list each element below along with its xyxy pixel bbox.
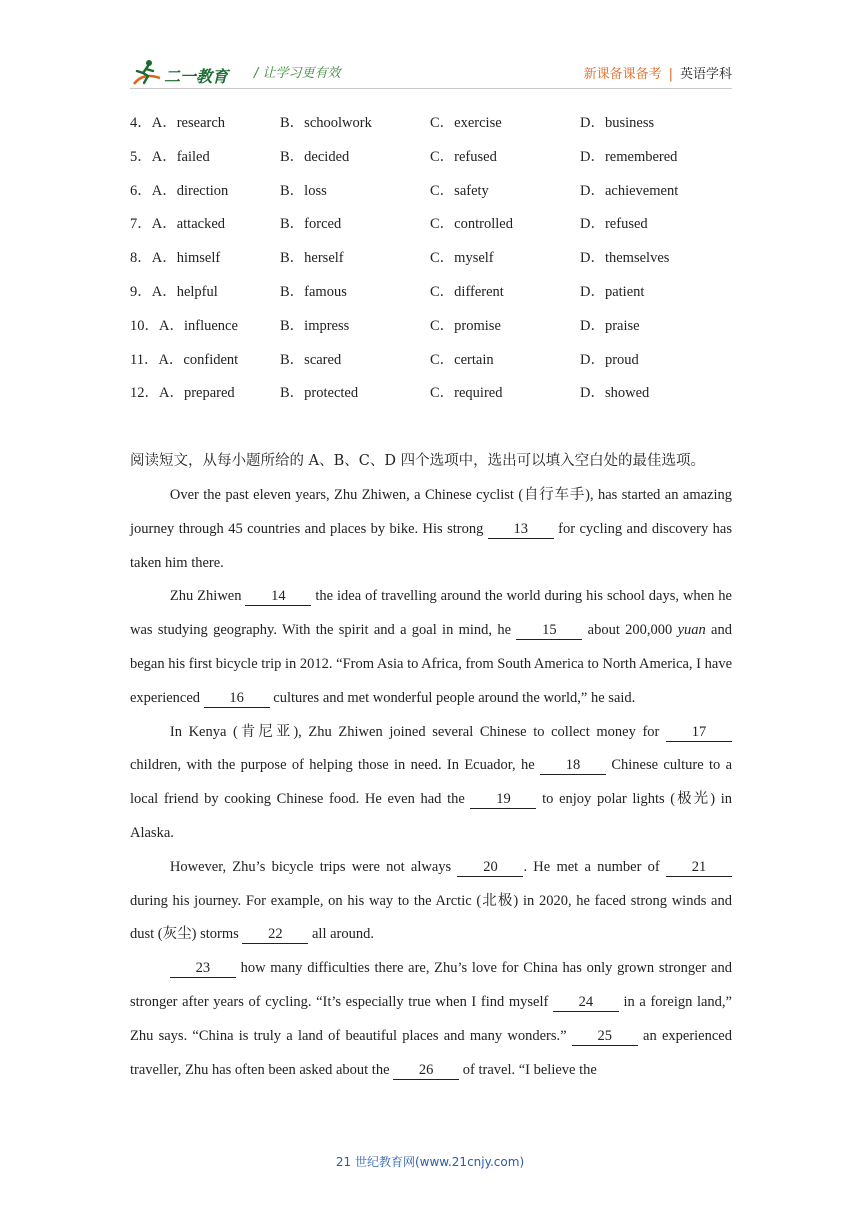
blank-16: 16 [204,689,270,708]
passage-text: . He met a number of [523,858,666,875]
option-a: 4．A．research [130,115,226,131]
option-c: C．promise [430,317,501,334]
blank-21: 21 [666,858,732,877]
option-c: C．different [430,284,504,300]
blank-17: 17 [666,723,732,742]
passage-text: during his journey. For example, on his way to the Arctic (北极) in 2020, he faced strong winds and dust (灰尘) storms [130,892,732,943]
paragraph-2 [130,580,732,715]
option-a: 9．A．helpful [130,284,218,300]
blank-23: 23 [170,959,236,978]
option-d: D．business [580,115,655,131]
option-c: C．controlled [430,216,513,233]
blank-18: 18 [540,756,606,775]
passage-text: cultures and met wonderful people around the world,” he said. [269,689,636,706]
option-d: D．achievement [580,182,679,199]
option-b: B．famous [280,284,347,300]
passage-text: Over the past eleven years, Zhu Zhiwen, a Chinese cyclist (自行车手), has started an amazing journey through 45 countries and places by bike. His strong [130,487,732,537]
passage-text: children, with the purpose of helping those in need. In Ecuador, he [130,757,541,774]
option-b: B．herself [280,250,344,267]
blank-25: 25 [572,1027,638,1046]
passage-text: to enjoy polar lights (极光) in Alaska. [130,791,732,841]
passage-italic-word: yuan [677,622,706,639]
blank-19: 19 [470,790,536,809]
passage-text: and began his first bicycle trip in 2012. “From Asia to Africa, from South America to North America, I have experienced [130,622,733,706]
blank-24: 24 [553,993,619,1012]
runner-logo-icon [130,58,164,88]
passage-text: for cycling and discovery has taken him there. [130,520,732,571]
option-a: 8．A．himself [130,250,221,267]
option-b: B．schoolwork [280,115,372,131]
slogan: / 让学习更有效 [254,66,341,81]
passage-text: the idea of travelling around the world during his school days, when he was studying geography. With the spirit and a goal in mind, he [130,588,732,639]
blank-15: 15 [516,621,582,640]
passage-text: in a foreign land,” Zhu says. “China is truly a land of beautiful places and many wonders.” [130,993,732,1044]
header-right [584,63,732,82]
option-a: 12．A．prepared [130,385,235,402]
blank-14: 14 [245,587,311,606]
logo [130,58,250,90]
option-c: C．required [430,385,503,402]
header-separator: | [668,67,673,82]
option-b: B．decided [280,148,350,165]
option-c: C．safety [430,182,489,199]
passage-text: Chinese culture to a local friend by cooking Chinese food. He even had the [130,757,733,808]
option-d: D．refused [580,216,648,233]
passage-text: However, Zhu’s bicycle trips were not always [169,858,458,875]
paragraph-1 [130,479,732,580]
page-footer: 21 世纪教育网(www.21cnjy.com) [335,1155,525,1169]
page-header [130,52,732,92]
option-a: 5．A．failed [130,148,210,165]
section-instruction: 阅读短文，从每小题所给的 A、B、C、D 四个选项中，选出可以填入空白处的最佳选项。 [130,453,706,469]
option-c: C．myself [430,250,494,267]
paragraph-3 [130,716,732,851]
option-d: D．proud [580,351,639,368]
passage-text: an experienced traveller, Zhu has often been asked about the [130,1027,732,1078]
option-a: 7．A．attacked [130,216,226,233]
passage-text: how many difficulties there are, Zhu’s love for China has only grown stronger and stronger after years of cycling. “It’s especially true when I find myself [130,960,732,1010]
course-label: 新课备课备考 [583,67,662,82]
blank-20: 20 [457,858,523,877]
option-b: B．scared [280,351,342,368]
blank-13: 13 [488,520,554,539]
passage-text: all around. [308,926,375,943]
option-b: B．protected [280,385,359,402]
option-a: 6．A．direction [130,182,229,199]
option-d: D．showed [580,385,650,402]
paragraph-5 [130,952,732,1087]
blank-26: 26 [393,1061,459,1080]
reading-passage [130,479,732,1087]
option-d: D．remembered [580,148,678,165]
option-c: C．refused [430,148,497,165]
option-a: 11．A．confident [130,351,239,368]
option-b: B．impress [280,317,350,334]
option-d: D．themselves [580,250,670,267]
passage-text: of travel. “I believe the [459,1061,597,1078]
option-a: 10．A．influence [130,317,238,334]
header-divider [130,88,732,89]
passage-text: In Kenya (肯尼亚), Zhu Zhiwen joined several Chinese to collect money for [169,723,666,740]
option-b: B．forced [280,216,342,233]
option-b: B．loss [280,182,327,199]
option-d: D．praise [580,317,640,334]
subject-label: 英语学科 [679,67,732,82]
option-c: C．certain [430,351,494,368]
paragraph-4 [130,851,732,952]
passage-text: about 200,000 [582,622,678,639]
logo-text: 二一教育 [164,67,229,86]
option-d: D．patient [580,284,645,300]
passage-text: Zhu Zhiwen [169,588,246,605]
option-c: C．exercise [430,115,502,131]
blank-22: 22 [242,925,308,944]
